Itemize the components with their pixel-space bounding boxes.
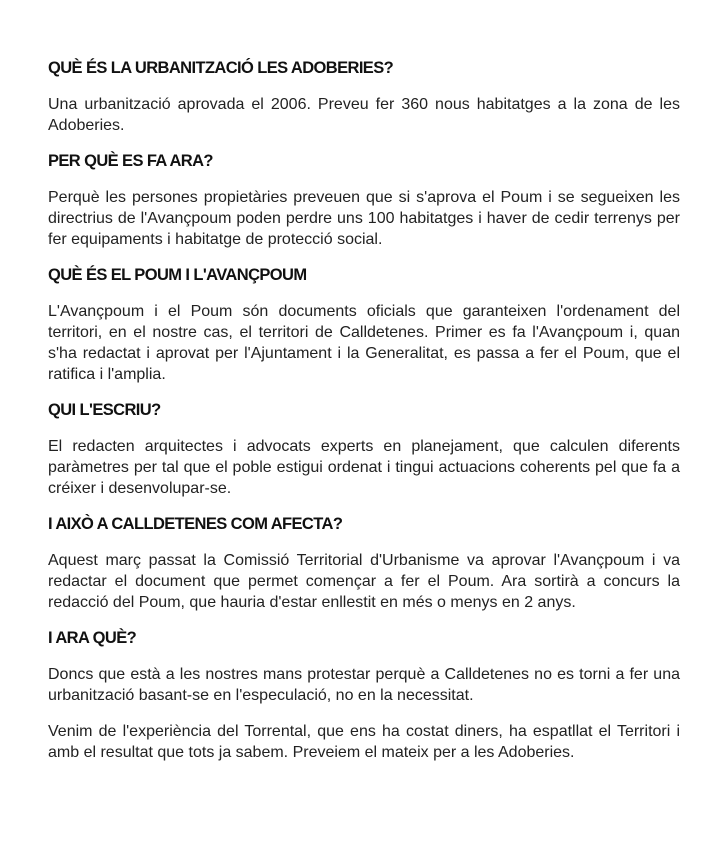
section-poum-avancpoum xyxy=(48,265,680,385)
section-heading: QUÈ ÉS EL POUM I L'AVANÇPOUM xyxy=(48,266,307,284)
section-paragraph: Aquest març passat la Comissió Territorial d'Urbanisme va aprovar l'Avançpoum i va redactar el document que permet començar a fer el Poum. Ara sortirà a concurs la redacció del Poum, que hauria d'estar enllestit en més o menys en 2 anys. xyxy=(48,552,680,611)
section-heading: I AIXÒ A CALLDETENES COM AFECTA? xyxy=(48,515,343,533)
section-urbanitzacio xyxy=(48,58,680,136)
section-heading: I ARA QUÈ? xyxy=(48,629,137,647)
section-i-ara-que xyxy=(48,628,680,763)
section-com-afecta xyxy=(48,514,680,613)
section-paragraph: Una urbanització aprovada el 2006. Preveu fer 360 nous habitatges a la zona de les Adoberies. xyxy=(48,96,680,134)
section-heading: QUÈ ÉS LA URBANITZACIÓ LES ADOBERIES? xyxy=(48,59,394,77)
section-paragraph: L'Avançpoum i el Poum són documents oficials que garanteixen l'ordenament del territori, en el nostre cas, el territori de Calldetenes. Primer es fa l'Avançpoum i, quan s'ha redactat i aprovat per l'Ajuntament i la Generalitat, es passa a fer el Poum, que el ratifica i l'amplia. xyxy=(48,303,680,383)
section-paragraph: Doncs que està a les nostres mans protestar perquè a Calldetenes no es torni a fer una urbanització basant-se en l'especulació, no en la necessitat. xyxy=(48,666,680,704)
section-heading: QUI L'ESCRIU? xyxy=(48,401,161,419)
section-qui-escriu xyxy=(48,400,680,499)
section-paragraph: Venim de l'experiència del Torrental, que ens ha costat diners, ha espatllat el Territori i amb el resultat que tots ja sabem. Preveiem el mateix per a les Adoberies. xyxy=(48,723,680,761)
document xyxy=(48,58,680,763)
section-per-que-ara xyxy=(48,151,680,250)
section-paragraph: El redacten arquitectes i advocats experts en planejament, que calculen diferents paràmetres per tal que el poble estigui ordenat i tingui actuacions coherents pel que fa a créixer i desenvolupar-se. xyxy=(48,438,680,497)
section-heading: PER QUÈ ES FA ARA? xyxy=(48,152,213,170)
section-paragraph: Perquè les persones propietàries preveuen que si s'aprova el Poum i se segueixen les directrius de l'Avançpoum poden perdre uns 100 habitatges i haver de cedir terrenys per fer equipaments i habitatge de protecció social. xyxy=(48,189,680,248)
